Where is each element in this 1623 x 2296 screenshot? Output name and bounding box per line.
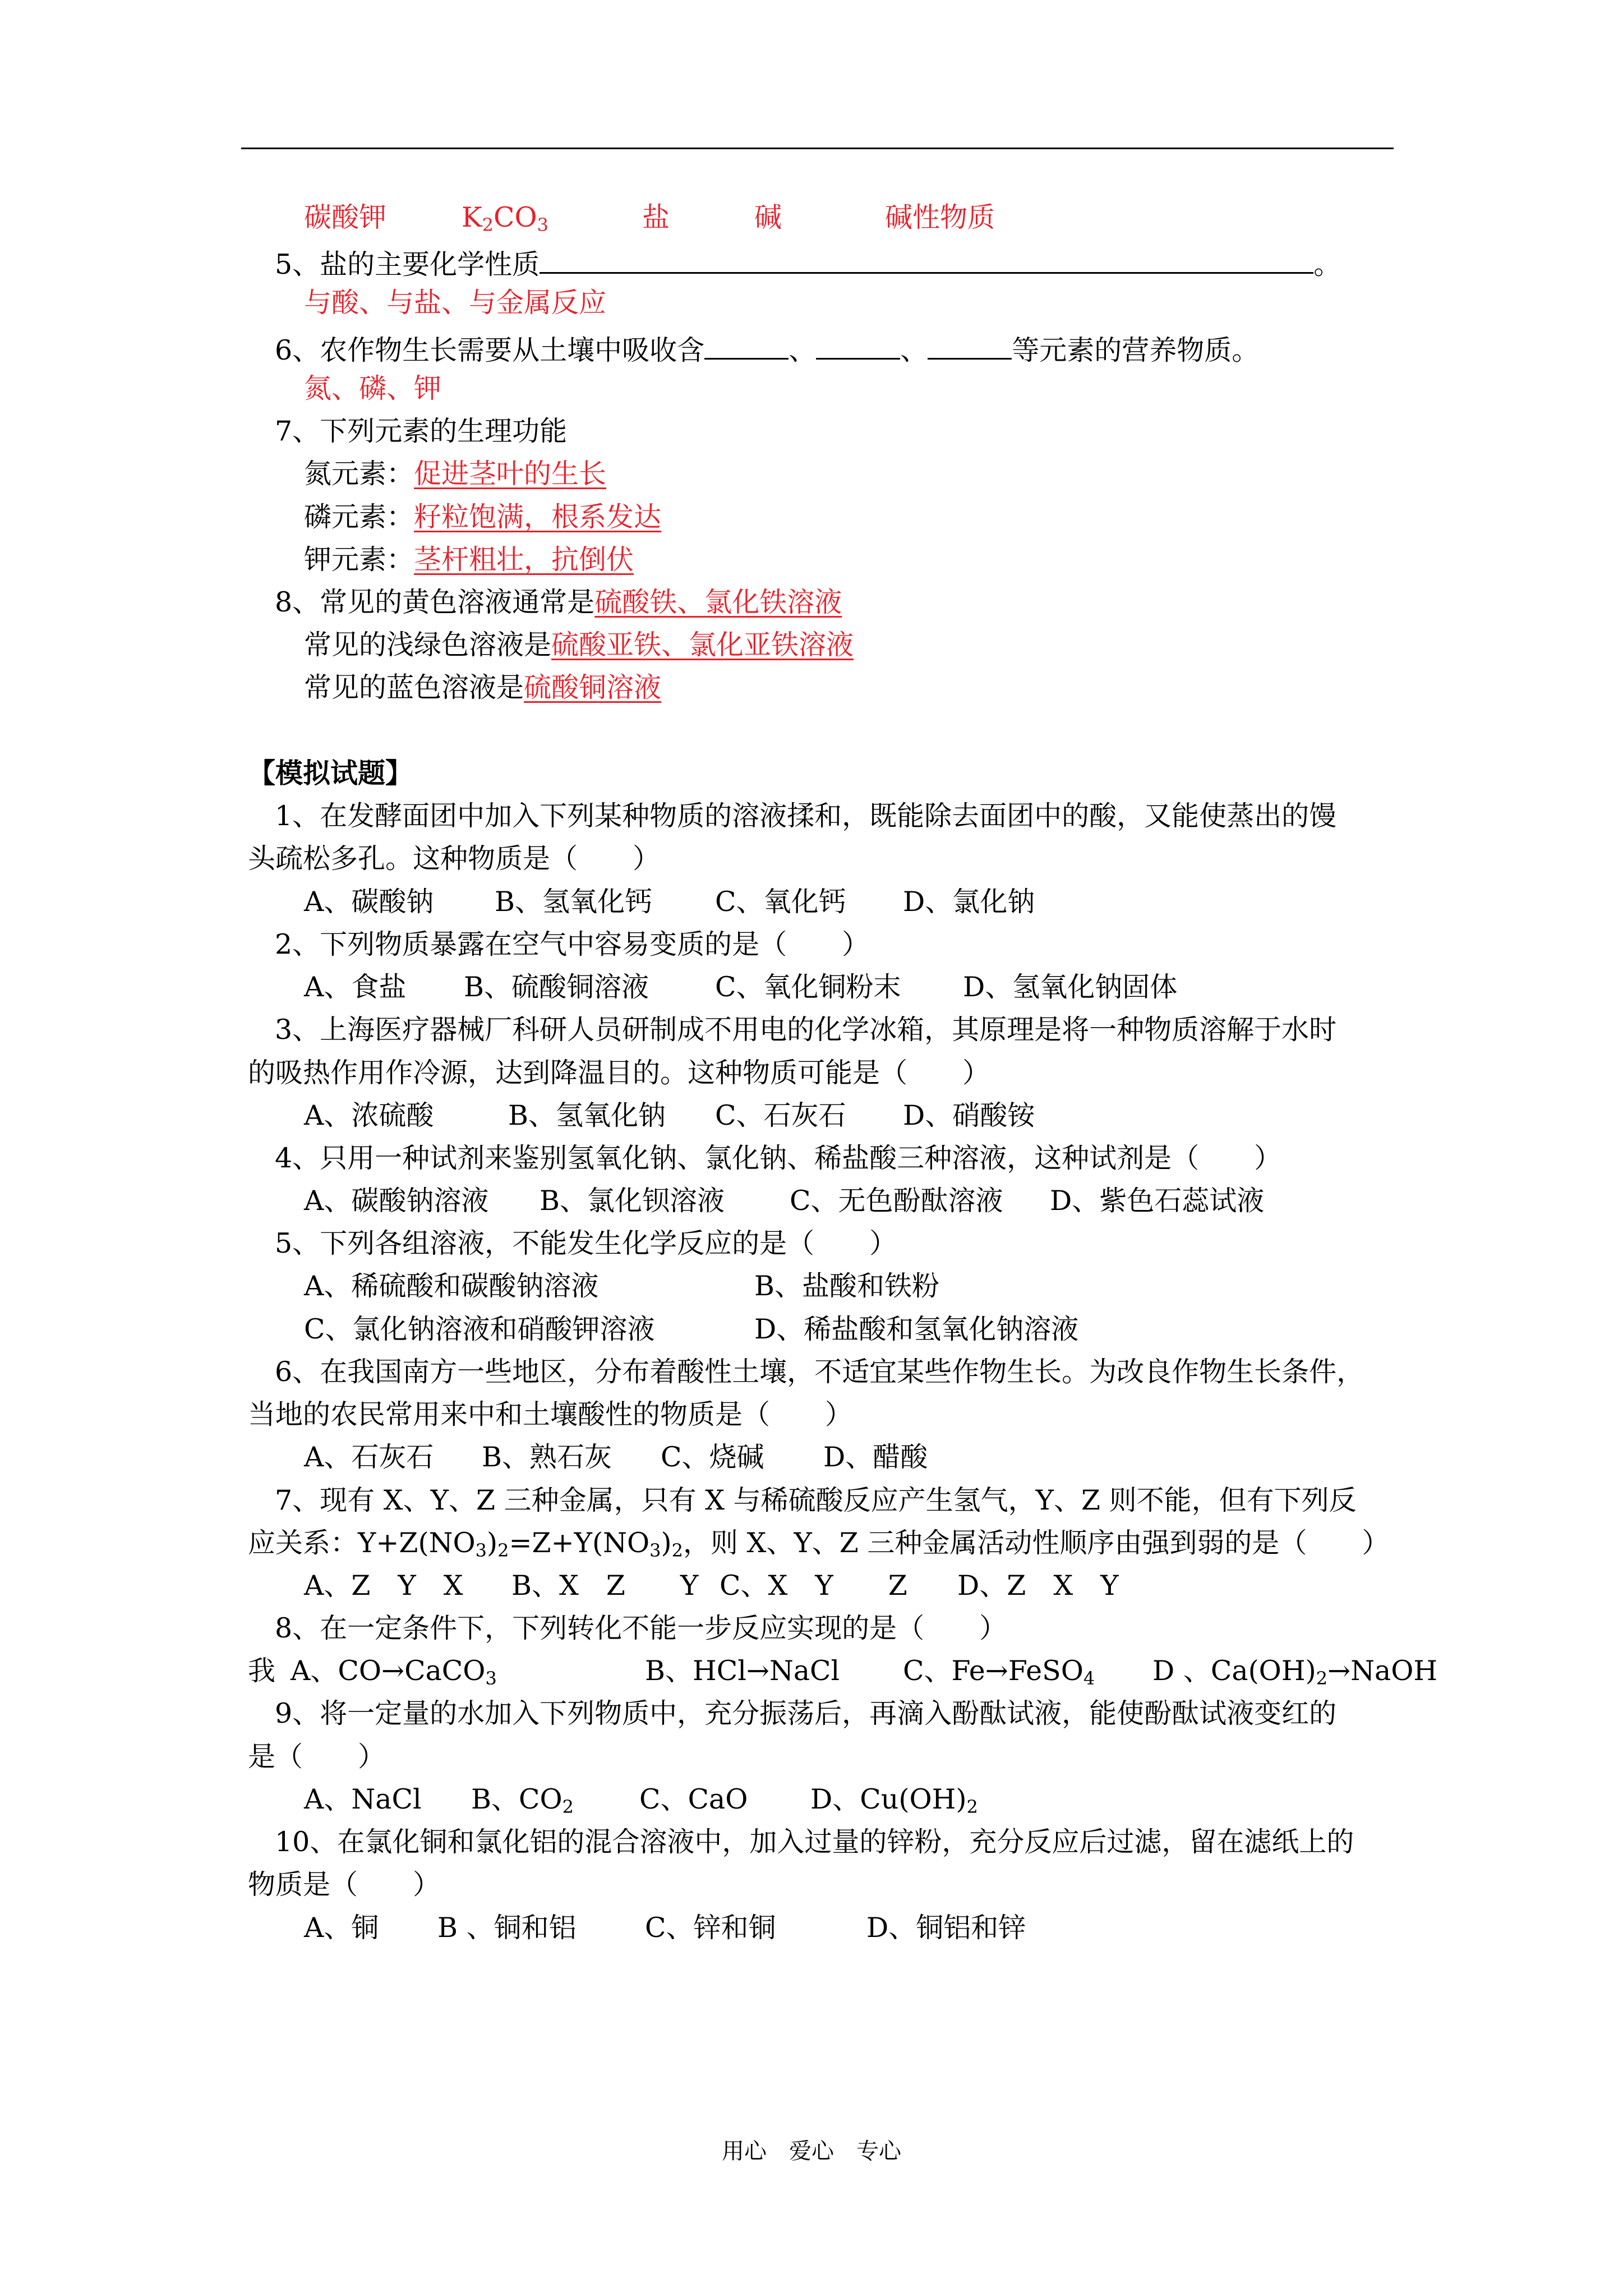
mock-question-6: 6、在我国南方一些地区，分布着酸性土壤，不适宜某些作物生长。为改良作物生长条件， <box>275 1356 1364 1388</box>
option-d[interactable]: D 、$Ca(OH)_2\to NaOH$ <box>1152 1655 1438 1689</box>
mock-question-8: 8、在一定条件下，下列转化不能一步反应实现的是（ ） <box>275 1612 1007 1644</box>
mock-question-3: 3、上海医疗器械厂科研人员研制成不用电的化学冰箱，其原理是将一种物质溶解于水时 <box>275 1014 1337 1046</box>
answer-category-base: 碱 <box>754 201 782 233</box>
mock-question-5: 5、下列各组溶液，不能发生化学反应的是（ ） <box>275 1227 897 1259</box>
answer-formula: $K_2CO_3$ <box>462 201 548 236</box>
question-5: 5、盐的主要化学性质 。 <box>275 246 1341 278</box>
mock-question-1: 1、在发酵面团中加入下列某种物质的溶液揉和，既能除去面团中的酸，又能使蒸出的馒 <box>275 800 1337 832</box>
option-a[interactable]: A、浓硫酸 <box>304 1099 434 1131</box>
answer-blank <box>928 332 1012 360</box>
option-d[interactable]: D、Z X Y <box>957 1570 1119 1602</box>
question-6: 6、农作物生长需要从土壤中吸收含 、 、 等元素的营养物质。 <box>275 332 1259 364</box>
question-8-yellow: 8、常见的黄色溶液通常是硫酸铁、氯化铁溶液 <box>275 586 842 618</box>
option-b[interactable]: B、HCl→NaCl <box>645 1655 840 1687</box>
mock-question-1-cont: 头疏松多孔。这种物质是（ ） <box>248 843 661 875</box>
section-title: 【模拟试题】 <box>248 757 413 789</box>
page-footer: 用心 爱心 专心 <box>722 2138 901 2164</box>
answer-category-salt: 盐 <box>642 201 670 233</box>
option-b[interactable]: B 、铜和铝 <box>437 1912 577 1944</box>
option-c[interactable]: C、石灰石 <box>715 1099 846 1131</box>
option-c[interactable]: C、氯化钠溶液和硝酸钾溶液 <box>304 1313 655 1345</box>
option-a[interactable]: A、NaCl <box>304 1783 422 1815</box>
question-8-blue: 常见的蓝色溶液是硫酸铜溶液 <box>304 671 662 703</box>
option-d[interactable]: D、硝酸铵 <box>903 1099 1035 1131</box>
stray-char: 我 <box>248 1655 276 1687</box>
option-d[interactable]: D、稀盐酸和氢氧化钠溶液 <box>754 1313 1079 1345</box>
mock-question-7-cont: 应关系：$Y+Z(NO_3)_2=Z+Y(NO_3)_2$，则 X、Y、Z 三种金属活动性顺序由强到弱的是（ ） <box>248 1527 1390 1561</box>
option-c[interactable]: C、CaO <box>639 1783 748 1815</box>
option-c[interactable]: C、烧碱 <box>661 1441 764 1473</box>
option-b[interactable]: B、盐酸和铁粉 <box>754 1270 940 1302</box>
mock-question-2: 2、下列物质暴露在空气中容易变质的是（ ） <box>275 928 870 960</box>
option-d[interactable]: D、$Cu(OH)_2$ <box>810 1783 978 1818</box>
mock-question-4: 4、只用一种试剂来鉴别氢氧化钠、氯化钠、稀盐酸三种溶液，这种试剂是（ ） <box>275 1142 1282 1174</box>
mock-question-7: 7、现有 X、Y、Z 三种金属，只有 X 与稀硫酸反应产生氢气，Y、Z 则不能，但有下列反 <box>275 1484 1357 1516</box>
option-c[interactable]: C、锌和铜 <box>645 1912 776 1944</box>
option-b[interactable]: B、氯化钡溶液 <box>540 1185 725 1217</box>
option-b[interactable]: B、$CO_2$ <box>471 1783 574 1818</box>
option-a[interactable]: A、石灰石 <box>304 1441 434 1473</box>
option-a[interactable]: A、Z Y X <box>304 1570 463 1602</box>
option-d[interactable]: D、醋酸 <box>823 1441 928 1473</box>
option-b[interactable]: B、熟石灰 <box>482 1441 612 1473</box>
option-b[interactable]: B、X Z Y <box>511 1570 699 1602</box>
mock-question-10: 10、在氯化铜和氯化铝的混合溶液中，加入过量的锌粉，充分反应后过滤，留在滤纸上的 <box>275 1826 1354 1858</box>
option-b[interactable]: B、氢氧化钠 <box>508 1099 666 1131</box>
question-7: 7、下列元素的生理功能 <box>275 415 568 447</box>
option-c[interactable]: C、氧化铜粉末 <box>715 971 901 1003</box>
element-function-n: 氮元素：促进茎叶的生长 <box>304 458 607 490</box>
mock-question-9: 9、将一定量的水加入下列物质中，充分振荡后，再滴入酚酞试液，能使酚酞试液变红的 <box>275 1697 1337 1729</box>
option-a[interactable]: A、稀硫酸和碳酸钠溶液 <box>304 1270 599 1302</box>
answer-5: 与酸、与盐、与金属反应 <box>304 287 607 319</box>
option-a[interactable]: A、CO→CaCO$_3$ <box>291 1655 497 1689</box>
option-c[interactable]: C、X Y Z <box>720 1570 907 1602</box>
mock-question-6-cont: 当地的农民常用来中和土壤酸性的物质是（ ） <box>248 1398 853 1430</box>
question-8-green: 常见的浅绿色溶液是硫酸亚铁、氯化亚铁溶液 <box>304 629 854 661</box>
option-d[interactable]: D、紫色石蕊试液 <box>1050 1185 1265 1217</box>
option-d[interactable]: D、氢氧化钠固体 <box>963 971 1178 1003</box>
option-c[interactable]: C、无色酚酞溶液 <box>790 1185 1003 1217</box>
option-d[interactable]: D、氯化钠 <box>903 886 1035 918</box>
element-function-k: 钾元素：茎杆粗壮，抗倒伏 <box>304 544 634 576</box>
option-a[interactable]: A、碳酸钠 <box>304 886 434 918</box>
answer-blank <box>816 332 900 360</box>
answer-name: 碳酸钾 <box>304 201 387 233</box>
option-a[interactable]: A、碳酸钠溶液 <box>304 1185 489 1217</box>
header-rule <box>241 148 1394 149</box>
answer-6: 氮、磷、钾 <box>304 372 442 404</box>
option-c[interactable]: C、氧化钙 <box>715 886 846 918</box>
mock-question-10-cont: 物质是（ ） <box>248 1869 441 1901</box>
mock-question-3-cont: 的吸热作用作冷源，达到降温目的。这种物质可能是（ ） <box>248 1057 990 1089</box>
element-function-p: 磷元素：籽粒饱满，根系发达 <box>304 501 662 533</box>
mock-question-9-cont: 是（ ） <box>248 1741 386 1773</box>
option-a[interactable]: A、食盐 <box>304 971 407 1003</box>
option-b[interactable]: B、硫酸铜溶液 <box>464 971 649 1003</box>
option-b[interactable]: B、氢氧化钙 <box>495 886 653 918</box>
answer-blank <box>540 246 1313 274</box>
option-d[interactable]: D、铜铝和锌 <box>866 1912 1026 1944</box>
option-a[interactable]: A、铜 <box>304 1912 379 1944</box>
answer-blank <box>704 332 789 360</box>
answer-property: 碱性物质 <box>885 201 995 233</box>
option-c[interactable]: C、Fe→FeSO$_4$ <box>903 1655 1095 1689</box>
